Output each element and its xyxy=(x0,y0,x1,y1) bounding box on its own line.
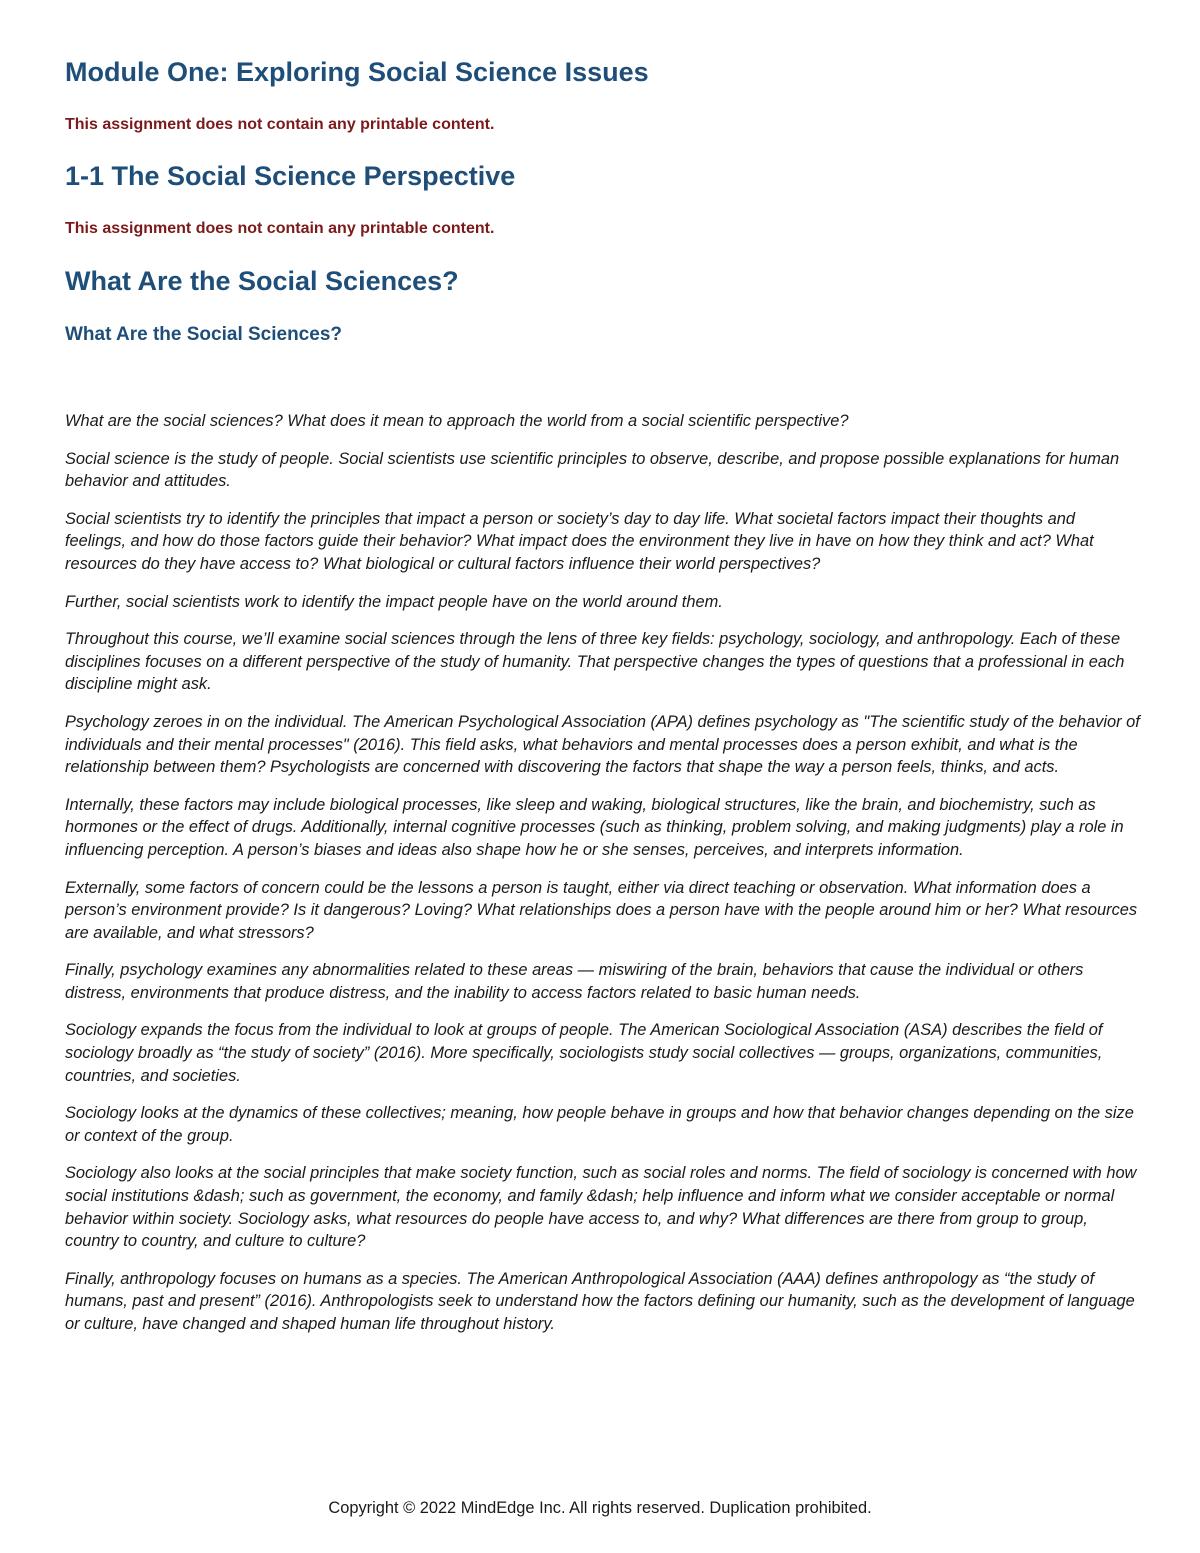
paragraph: Sociology looks at the dynamics of these collectives; meaning, how people behave in groups and how that behavior changes depending on the size or context of the group. xyxy=(65,1104,1134,1145)
section-title: 1-1 The Social Science Perspective xyxy=(65,161,516,191)
paragraph: Finally, anthropology focuses on humans as a species. The American Anthropological Association (AAA) defines anthropology as “the study of humans, past and present” (2016). Anthropologists seek to understand how the factors defining our humanity, such as the development of language or culture, have changed and shaped human life throughout history. xyxy=(65,1269,1135,1333)
paragraph: Social science is the study of people. Social scientists use scientific principles to observe, describe, and propose possible explanations for human behavior and attitudes. xyxy=(65,449,1120,491)
article-body xyxy=(65,410,1140,1351)
paragraph: Social scientists try to identify the principles that impact a person or society’s day to day life. What societal factors impact their thoughts and feelings, and how do those factors guide their behavior? What impact does the environment they live in have on how they think and act? What resources do they have access to? What biological or cultural factors influence their world perspectives? xyxy=(65,509,1094,573)
section-notice: This assignment does not contain any printable content. xyxy=(65,220,495,237)
paragraph: Sociology also looks at the social principles that make society function, such as social roles and norms. The field of sociology is concerned with how social institutions &dash; such as government, the economy, and family &dash; help influence and inform what we consider acceptable or normal behavior within society. Sociology asks, what resources do people have access to, and why? What differences are there from group to group, country to country, and culture to culture? xyxy=(65,1164,1137,1251)
copyright-footer: Copyright © 2022 MindEdge Inc. All rights reserved. Duplication prohibited. xyxy=(328,1499,872,1517)
paragraph: What are the social sciences? What does it mean to approach the world from a social scientific perspective? xyxy=(65,412,849,430)
paragraph: Internally, these factors may include biological processes, like sleep and waking, biological structures, like the brain, and biochemistry, such as hormones or the effect of drugs. Additionally, internal cognitive processes (such as thinking, problem solving, and making judgments) play a role in influencing perception. A person’s biases and ideas also shape how he or she senses, perceives, and interprets information. xyxy=(65,795,1124,859)
article-subtitle: What Are the Social Sciences? xyxy=(65,324,342,345)
paragraph: Psychology zeroes in on the individual. The American Psychological Association (APA) defines psychology as "The scientific study of the behavior of individuals and their mental processes" (2016). This field asks, what behaviors and mental processes does a person exhibit, and what is the relationship between them? Psychologists are concerned with discovering the factors that shape the way a person feels, thinks, and acts. xyxy=(65,712,1140,777)
paragraph: Sociology expands the focus from the individual to look at groups of people. The American Sociological Association (ASA) describes the field of sociology broadly as “the study of society” (2016). More specifically, sociologists study social collectives — groups, organizations, communities, countries, and societies. xyxy=(65,1021,1103,1085)
module-notice: This assignment does not contain any printable content. xyxy=(65,116,495,133)
paragraph: Finally, psychology examines any abnormalities related to these areas — miswiring of the brain, behaviors that cause the individual or others distress, environments that produce distress, and the inability to access factors related to basic human needs. xyxy=(65,961,1084,1002)
article-title: What Are the Social Sciences? xyxy=(65,266,459,296)
module-title: Module One: Exploring Social Science Issues xyxy=(65,57,649,87)
paragraph: Throughout this course, we’ll examine social sciences through the lens of three key fields: psychology, sociology, and anthropology. Each of these disciplines focuses on a different perspective of the study of humanity. That perspective changes the types of questions that a professional in each discipline might ask. xyxy=(65,630,1125,694)
paragraph: Further, social scientists work to identify the impact people have on the world around them. xyxy=(65,592,723,611)
paragraph: Externally, some factors of concern could be the lessons a person is taught, either via direct teaching or observation. What information does a person’s environment provide? Is it dangerous? Loving? What relationships does a person have with the people around him or her? What resources are available, and what stressors? xyxy=(65,878,1138,942)
